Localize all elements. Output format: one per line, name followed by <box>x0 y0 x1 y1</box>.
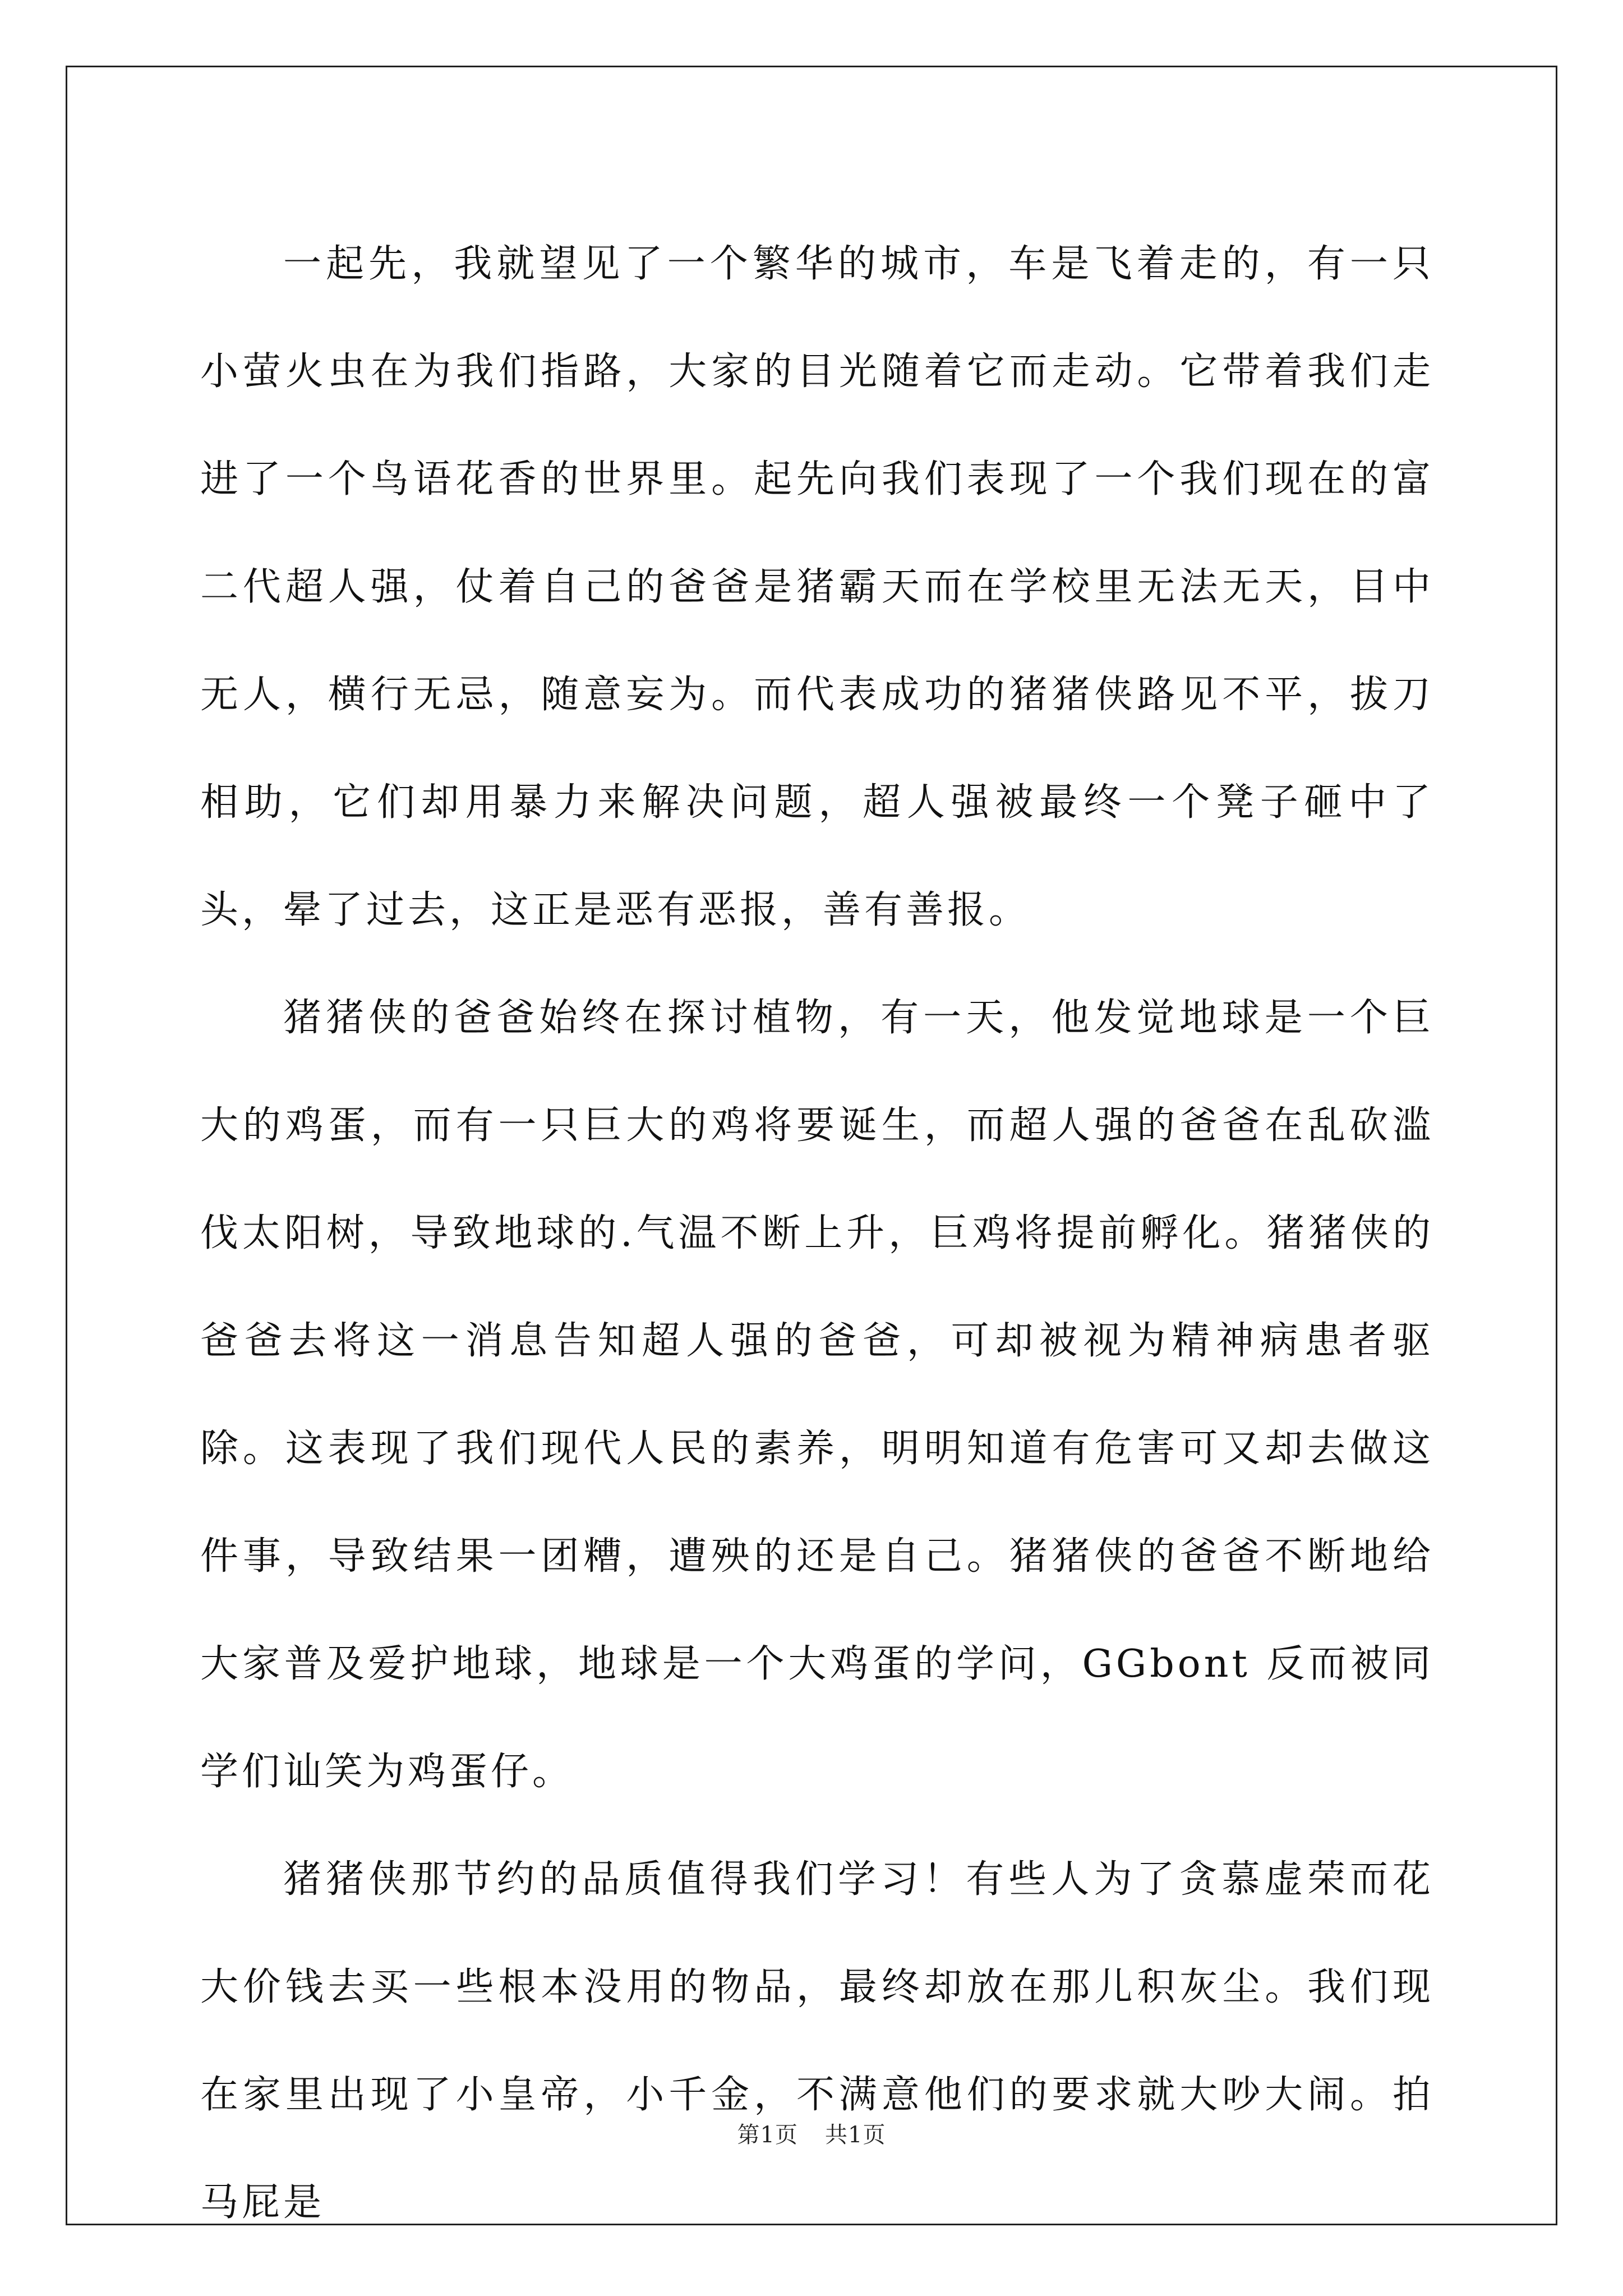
document-body <box>200 210 1434 2257</box>
page-number-total: 共1页 <box>825 2122 886 2148</box>
paragraph-3: 猪猪侠那节约的品质值得我们学习！有些人为了贪慕虚荣而花大价钱去买一些根本没用的物品，最终却放在那儿积灰尘。我们现在家里出现了小皇帝，小千金，不满意他们的要求就大吵大闹。拍马屁是 <box>200 1857 1434 2225</box>
paragraph-2: 猪猪侠的爸爸始终在探讨植物，有一天，他发觉地球是一个巨大的鸡蛋，而有一只巨大的鸡将要诞生，而超人强的爸爸在乱砍滥伐太阳树，导致地球的.气温不断上升，巨鸡将提前孵化。猪猪侠的爸爸去将这一消息告知超人强的爸爸，可却被视为精神病患者驱除。这表现了我们现代人民的素养，明明知道有危害可又却去做这件事，导致结果一团糟，遭殃的还是自己。猪猪侠的爸爸不断地给大家普及爱护地球，地球是一个大鸡蛋的学问，GGbont 反而被同学们讪笑为鸡蛋仔。 <box>200 996 1434 1794</box>
page-number-current: 第1页 <box>737 2122 798 2148</box>
paragraph-1: 一起先，我就望见了一个繁华的城市，车是飞着走的，有一只小萤火虫在为我们指路，大家的目光随着它而走动。它带着我们走进了一个鸟语花香的世界里。起先向我们表现了一个我们现在的富二代超人强，仗着自己的爸爸是猪霸天而在学校里无法无天，目中无人，横行无忌，随意妄为。而代表成功的猪猪侠路见不平，拔刀相助，它们却用暴力来解决问题，超人强被最终一个凳子砸中了头，晕了过去，这正是恶有恶报，善有善报。 <box>200 242 1434 932</box>
page-footer <box>0 2119 1623 2151</box>
